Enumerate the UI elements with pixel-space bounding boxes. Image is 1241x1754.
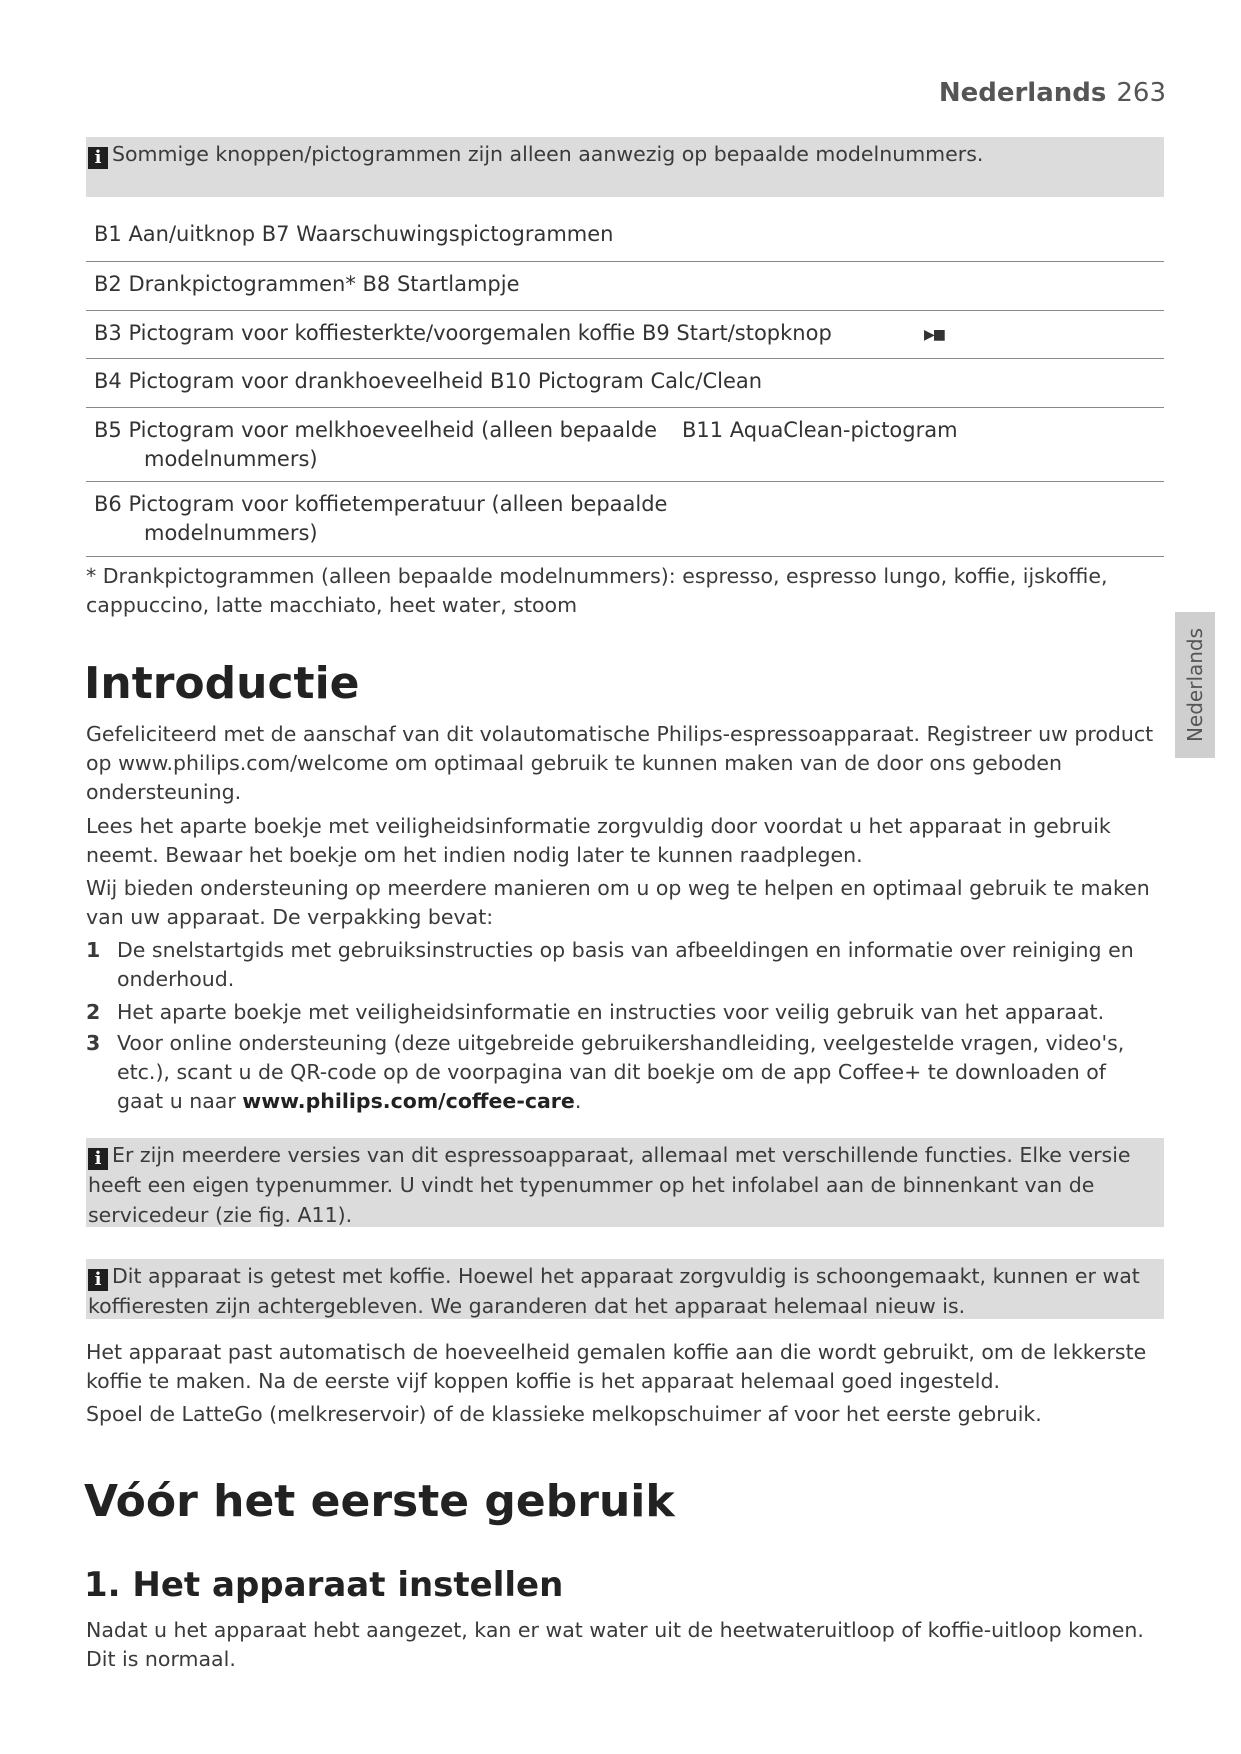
info-note-tested	[86, 1259, 1164, 1319]
side-tab-label: Nederlands	[1183, 627, 1207, 743]
legend-cell-line: modelnummers)	[144, 521, 318, 545]
intro-paragraph-5: Spoel de LatteGo (melkreservoir) of de klassieke melkopschuimer af voor het eerste gebruik.	[86, 1402, 1042, 1426]
first-use-paragraph: Nadat u het apparaat hebt aangezet, kan er wat water uit de heetwateruitloop of koffie-uitloop komen. Dit is normaal.	[86, 1618, 1144, 1671]
intro-paragraph-3: Wij bieden ondersteuning op meerdere manieren om u op weg te helpen en optimaal gebruik te maken van uw apparaat. De verpakking bevat:	[86, 876, 1150, 929]
info-icon: i	[88, 1269, 108, 1291]
section-title-eerste-gebruik: Vóór het eerste gebruik	[84, 1476, 675, 1527]
list-item	[86, 936, 1156, 994]
list-item-number: 3	[86, 1031, 101, 1055]
legend-cell	[94, 416, 657, 474]
language-side-tab	[1175, 612, 1215, 758]
list-item	[86, 1029, 1156, 1116]
legend-cell-line: B5 Pictogram voor melkhoeveelheid (alleen bepaalde	[94, 418, 658, 442]
legend-row	[86, 262, 1164, 311]
start-stop-icon: ▶■	[924, 327, 944, 343]
legend-table	[86, 212, 1164, 557]
info-icon: i	[88, 147, 108, 169]
legend-cell: B1 Aan/uitknop B7 Waarschuwingspictogrammen	[94, 222, 614, 246]
info-icon: i	[88, 1148, 108, 1170]
top-note-text: Sommige knoppen/pictogrammen zijn alleen aanwezig op bepaalde modelnummers.	[112, 142, 984, 166]
list-item-text: Het aparte boekje met veiligheidsinformatie en instructies voor veilig gebruik van het apparaat.	[117, 1000, 1105, 1024]
info-note-text: Er zijn meerdere versies van dit espressoapparaat, allemaal met verschillende functies. Elke versie heeft een eigen typenummer. U vindt het typenummer op het infolabel aan de binnenkant van de servicedeur (zie fig. A11).	[88, 1143, 1131, 1227]
page-number: 263	[1116, 78, 1166, 108]
header-language: Nederlands	[938, 78, 1107, 108]
legend-footnote: * Drankpictogrammen (alleen bepaalde modelnummers): espresso, espresso lungo, koffie, ijskoffie, cappuccino, latte macchiato, heet water, stoom	[86, 564, 1108, 617]
list-item-text	[117, 1029, 1156, 1116]
legend-cell-line: modelnummers)	[144, 447, 318, 471]
info-note-text: Dit apparaat is getest met koffie. Hoewel het apparaat zorgvuldig is schoongemaakt, kunnen er wat koffieresten zijn achtergebleven. We garanderen dat het apparaat helemaal nieuw is.	[88, 1264, 1140, 1318]
legend-row	[86, 482, 1164, 557]
intro-paragraph-4: Het apparaat past automatisch de hoeveelheid gemalen koffie aan die wordt gebruikt, om de lekkerste koffie te maken. Na de eerste vijf koppen koffie is het apparaat helemaal goed ingesteld.	[86, 1340, 1147, 1393]
legend-cell: B4 Pictogram voor drankhoeveelheid B10 Pictogram Calc/Clean	[94, 369, 763, 393]
list-item-text-body: Voor online ondersteuning (deze uitgebreide gebruikershandleiding, veelgestelde vragen, video's, etc.), scant u de QR-code op de voorpagina van dit boekje om de app Coffee+ te downloaden of gaat u naar	[117, 1031, 1125, 1113]
legend-cell-line: B6 Pictogram voor koffietemperatuur (alleen bepaalde	[94, 492, 668, 516]
legend-row	[86, 311, 1164, 359]
intro-paragraph-1: Gefeliciteerd met de aanschaf van dit volautomatische Philips-espressoapparaat. Registreer uw product op www.philips.com/welcome om optimaal gebruik te kunnen maken van de door ons geboden ondersteuning.	[86, 722, 1154, 804]
page-header	[939, 78, 1166, 108]
list-item-number: 2	[86, 1000, 101, 1024]
coffee-care-link[interactable]: www.philips.com/coffee-care	[242, 1089, 575, 1113]
list-item	[86, 998, 1156, 1027]
legend-row	[86, 359, 1164, 408]
list-item-text-end: .	[574, 1089, 582, 1113]
intro-paragraph-2: Lees het aparte boekje met veiligheidsinformatie zorgvuldig door voordat u het apparaat in gebruik neemt. Bewaar het boekje om het indien nodig later te kunnen raadplegen.	[86, 814, 1111, 867]
info-note-versions	[86, 1138, 1164, 1227]
list-item-text: De snelstartgids met gebruiksinstructies op basis van afbeeldingen en informatie over reiniging en onderhoud.	[117, 938, 1134, 991]
list-item-number: 1	[86, 938, 101, 962]
legend-cell: B11 AquaClean-pictogram	[682, 418, 958, 442]
section-title-introductie: Introductie	[84, 658, 360, 709]
legend-cell: B2 Drankpictogrammen* B8 Startlampje	[94, 272, 520, 296]
legend-cell: B3 Pictogram voor koffiesterkte/voorgemalen koffie B9 Start/stopknop	[94, 321, 832, 345]
subsection-title: 1. Het apparaat instellen	[84, 1565, 564, 1605]
legend-cell	[94, 490, 667, 548]
legend-row	[86, 212, 1164, 262]
top-note	[86, 137, 1164, 197]
legend-row	[86, 408, 1164, 482]
